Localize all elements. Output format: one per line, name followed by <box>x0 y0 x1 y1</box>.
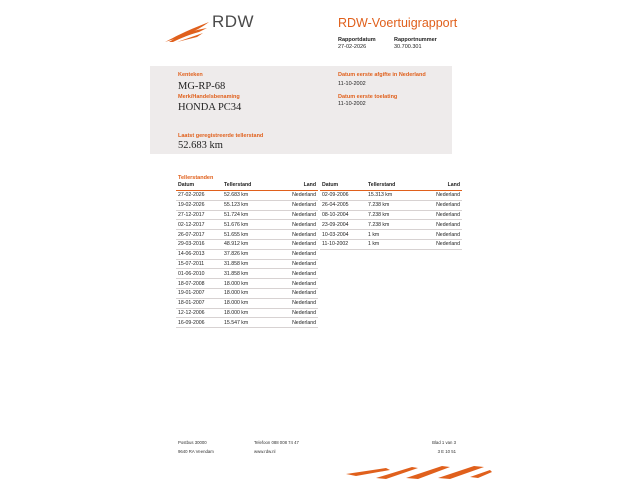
cell-country: Nederland <box>276 279 318 289</box>
footer-po-box: Postbus 30000 <box>178 440 207 445</box>
cell-odometer: 7.238 km <box>366 210 420 220</box>
cell-country: Nederland <box>420 220 462 230</box>
cell-date: 27-02-2026 <box>176 191 222 201</box>
column-header-odometer: Tellerstand <box>366 181 420 191</box>
logo-text: RDW <box>212 12 255 31</box>
cell-country: Nederland <box>276 200 318 210</box>
cell-date: 18-01-2007 <box>176 298 222 308</box>
cell-country: Nederland <box>276 298 318 308</box>
table-row <box>176 308 318 318</box>
plate-value: MG-RP-68 <box>178 81 226 92</box>
cell-odometer: 15.313 km <box>366 191 420 201</box>
cell-country: Nederland <box>420 210 462 220</box>
cell-date: 02-12-2017 <box>176 220 222 230</box>
cell-date: 12-12-2006 <box>176 308 222 318</box>
cell-country: Nederland <box>276 269 318 279</box>
cell-odometer: 31.858 km <box>222 269 276 279</box>
cell-odometer: 18.000 km <box>222 308 276 318</box>
table-row <box>320 200 462 210</box>
first-admission-value: 11-10-2002 <box>338 81 366 87</box>
table-row <box>176 200 318 210</box>
cell-date: 19-01-2007 <box>176 288 222 298</box>
table-row <box>320 239 462 249</box>
cell-date: 19-02-2026 <box>176 200 222 210</box>
cell-country: Nederland <box>276 239 318 249</box>
cell-date: 26-04-2005 <box>320 200 366 210</box>
cell-odometer: 55.123 km <box>222 200 276 210</box>
cell-odometer: 7.238 km <box>366 220 420 230</box>
plate-label: Kenteken <box>178 72 203 78</box>
cell-odometer: 51.676 km <box>222 220 276 230</box>
cell-odometer: 18.000 km <box>222 279 276 289</box>
cell-odometer: 1 km <box>366 230 420 240</box>
cell-date: 27-12-2017 <box>176 210 222 220</box>
cell-date: 29-03-2016 <box>176 239 222 249</box>
odometer-table-left <box>176 181 318 328</box>
table-row <box>176 210 318 220</box>
footer-page-number: Blad 1 van 3 <box>432 440 456 445</box>
footer-code: 3 E 10 51 <box>437 449 456 454</box>
brand-value: HONDA PC34 <box>178 102 242 113</box>
column-header-country: Land <box>420 181 462 191</box>
cell-odometer: 52.683 km <box>222 191 276 201</box>
rdw-wing-logo-icon <box>163 20 211 44</box>
cell-date: 01-06-2010 <box>176 269 222 279</box>
first-admission-label: Datum eerste afgifte in Nederland <box>338 72 426 78</box>
cell-country: Nederland <box>276 249 318 259</box>
last-odometer-label: Laatst geregistreerde tellerstand <box>178 133 264 139</box>
cell-country: Nederland <box>276 259 318 269</box>
cell-odometer: 37.826 km <box>222 249 276 259</box>
cell-odometer: 48.912 km <box>222 239 276 249</box>
column-header-country: Land <box>276 181 318 191</box>
table-row <box>176 298 318 308</box>
cell-date: 10-03-2004 <box>320 230 366 240</box>
odometer-table-right <box>320 181 462 250</box>
report-number-label: Rapportnummer <box>394 37 437 43</box>
cell-date: 11-10-2002 <box>320 239 366 249</box>
rdw-stripes-icon <box>346 464 492 480</box>
cell-date: 15-07-2011 <box>176 259 222 269</box>
cell-odometer: 18.000 km <box>222 288 276 298</box>
report-date-label: Rapportdatum <box>338 37 376 43</box>
cell-country: Nederland <box>276 288 318 298</box>
report-number-value: 30.700.301 <box>394 44 422 50</box>
cell-odometer: 18.000 km <box>222 298 276 308</box>
cell-country: Nederland <box>420 191 462 201</box>
first-admission-world-value: 11-10-2002 <box>338 101 366 107</box>
table-row <box>176 220 318 230</box>
cell-country: Nederland <box>420 239 462 249</box>
cell-country: Nederland <box>276 220 318 230</box>
report-title: RDW-Voertuigrapport <box>338 16 458 30</box>
cell-country: Nederland <box>276 308 318 318</box>
cell-odometer: 51.724 km <box>222 210 276 220</box>
table-row <box>320 191 462 201</box>
report-date-value: 27-02-2026 <box>338 44 367 50</box>
table-row <box>176 249 318 259</box>
table-row <box>176 279 318 289</box>
table-row <box>176 288 318 298</box>
cell-date: 16-09-2006 <box>176 318 222 328</box>
footer-city: 9640 RA Veendam <box>178 449 214 454</box>
first-admission-world-label: Datum eerste toelating <box>338 94 398 100</box>
table-row <box>320 220 462 230</box>
brand-label: Merk/Handelsbenaming <box>178 94 240 100</box>
cell-country: Nederland <box>420 230 462 240</box>
table-row <box>176 191 318 201</box>
column-header-date: Datum <box>320 181 366 191</box>
cell-date: 26-07-2017 <box>176 230 222 240</box>
cell-odometer: 7.238 km <box>366 200 420 210</box>
cell-date: 14-06-2013 <box>176 249 222 259</box>
cell-country: Nederland <box>276 230 318 240</box>
table-row <box>176 230 318 240</box>
cell-country: Nederland <box>276 318 318 328</box>
footer-phone: Telefoon 088 008 74 47 <box>254 440 299 445</box>
column-header-date: Datum <box>176 181 222 191</box>
last-odometer-value: 52.683 km <box>178 140 223 151</box>
table-row <box>176 239 318 249</box>
cell-date: 23-09-2004 <box>320 220 366 230</box>
cell-date: 08-10-2004 <box>320 210 366 220</box>
column-header-odometer: Tellerstand <box>222 181 276 191</box>
cell-odometer: 1 km <box>366 239 420 249</box>
cell-date: 18-07-2008 <box>176 279 222 289</box>
cell-odometer: 51.655 km <box>222 230 276 240</box>
table-row <box>176 318 318 328</box>
cell-country: Nederland <box>276 210 318 220</box>
cell-country: Nederland <box>276 191 318 201</box>
table-row <box>320 210 462 220</box>
cell-date: 02-09-2006 <box>320 191 366 201</box>
footer-website[interactable]: www.rdw.nl <box>254 449 276 454</box>
cell-odometer: 15.547 km <box>222 318 276 328</box>
table-row <box>320 230 462 240</box>
cell-country: Nederland <box>420 200 462 210</box>
table-row <box>176 259 318 269</box>
table-row <box>176 269 318 279</box>
cell-odometer: 31.858 km <box>222 259 276 269</box>
odometer-section-title: Tellerstanden <box>178 175 214 181</box>
